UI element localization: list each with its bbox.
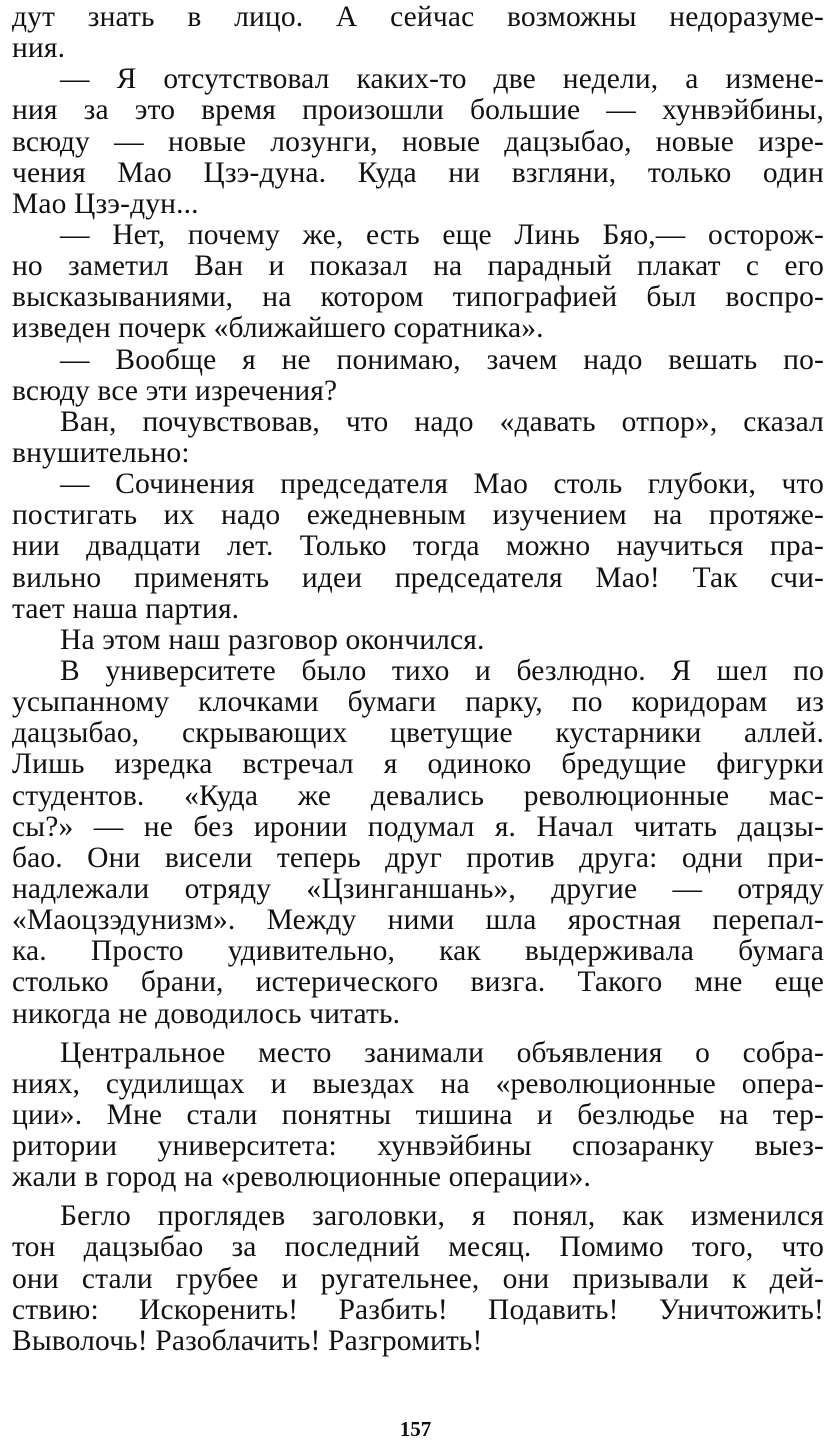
text-line: столько брани, истерического визга. Такого мне еще (12, 966, 824, 999)
text-line: ритории университета: хунвэйбины спозаранку выез- (12, 1130, 824, 1163)
text-line: тон дацзыбао за последний месяц. Помимо того, что (12, 1231, 824, 1264)
text-line: вильно применять идеи председателя Мао! Так счи- (12, 561, 824, 594)
text-line: Бегло проглядев заголовки, я понял, как изменился (60, 1200, 824, 1233)
text-line: изведен почерк «ближайшего соратника». (12, 312, 544, 345)
text-line: дут знать в лицо. А сейчас возможны недоразуме- (12, 1, 824, 33)
text-line: — Я отсутствовал каких-то две недели, а измене- (60, 63, 824, 96)
text-line: бао. Они висели теперь друг против друга: одни при- (12, 841, 824, 874)
text-line: надлежали отряду «Цзинганшань», другие — отряду (12, 872, 824, 905)
text-line: высказываниями, на котором типографией был воспро- (12, 281, 824, 314)
text-line: ствию: Искоренить! Разбить! Подавить! Уничтожить! (12, 1293, 824, 1326)
text-line: Мао Цзэ-дун... (12, 187, 199, 220)
text-line: ка. Просто удивительно, как выдерживала бумага (12, 935, 824, 968)
text-line: В университете было тихо и безлюдно. Я шел по (60, 654, 824, 687)
text-line: нии двадцати лет. Только тогда можно научиться пра- (12, 530, 824, 563)
text-line: — Нет, почему же, есть еще Линь Бяо,— осторож- (60, 218, 824, 251)
text-line: — Сочинения председателя Мао столь глубоки, что (60, 468, 824, 501)
text-line: чения Мао Цзэ-дуна. Куда ни взгляни, только один (12, 156, 824, 189)
text-line: тает наша партия. (12, 592, 240, 625)
body-text (12, 2, 824, 1357)
text-line: ния. (12, 32, 66, 65)
text-line: Выволочь! Разоблачить! Разгромить! (12, 1324, 483, 1357)
text-line: дацзыбао, скрывающих цветущие кустарники аллей. (12, 717, 824, 750)
page-number: 157 (399, 1417, 432, 1441)
text-line: — Вообще я не понимаю, зачем надо вешать по- (60, 343, 824, 376)
text-line: они стали грубее и ругательнее, они призывали к дей- (12, 1262, 824, 1295)
text-line: постигать их надо ежедневным изучением на протяже- (12, 499, 824, 532)
text-line: но заметил Ван и показал на парадный плакат с его (12, 250, 824, 283)
text-line: всюду все эти изречения? (12, 374, 338, 407)
text-line: ниях, судилищах и выездах на «революционные опера- (12, 1067, 824, 1100)
text-line: Ван, почувствовав, что надо «давать отпор», сказал (60, 405, 824, 438)
text-line: никогда не доводилось читать. (12, 997, 401, 1030)
text-line: Лишь изредка встречал я одиноко бредущие фигурки (12, 748, 824, 781)
text-line: жали в город на «революционные операции». (12, 1161, 592, 1194)
text-line: «Маоцзэдунизм». Между ними шла яростная перепал- (12, 904, 824, 937)
text-line: сы?» — не без иронии подумал я. Начал читать дацзы- (12, 810, 824, 843)
text-line: усыпанному клочками бумаги парку, по коридорам из (12, 686, 824, 719)
text-line: ния за это время произошли большие — хунвэйбины, (12, 94, 824, 127)
text-line: ции». Мне стали понятны тишина и безлюдье на тер- (12, 1098, 824, 1131)
text-line: внушительно: (12, 436, 190, 469)
text-line: Центральное место занимали объявления о собра- (60, 1036, 824, 1069)
text-line: На этом наш разговор окончился. (60, 623, 485, 656)
text-line: студентов. «Куда же девались революционные мас- (12, 779, 824, 812)
text-line: всюду — новые лозунги, новые дацзыбао, новые изре- (12, 125, 824, 158)
